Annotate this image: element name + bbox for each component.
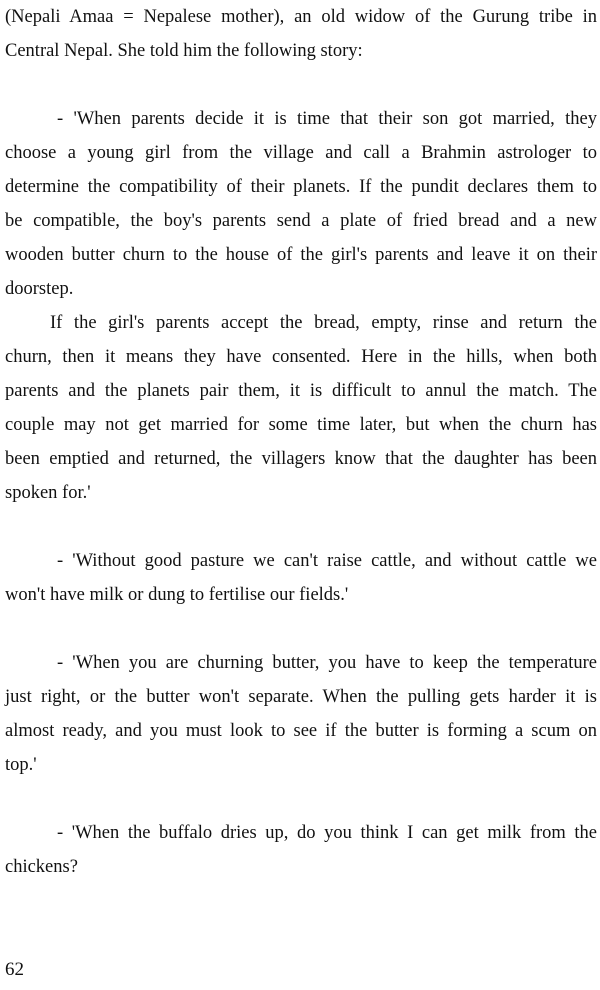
text-line: If the girl's parents accept the bread, empty, rinse and return the xyxy=(50,313,597,333)
text-line: top.' xyxy=(5,755,37,775)
text-line: - 'When the buffalo dries up, do you think I can get milk from the xyxy=(57,823,597,843)
text-line: parents and the planets pair them, it is difficult to annul the match. The xyxy=(5,381,597,401)
quote-paragraph-pasture xyxy=(5,544,597,612)
text-line: churn, then it means they have consented. Here in the hills, when both xyxy=(5,347,597,367)
text-line: almost ready, and you must look to see if the butter is forming a scum on xyxy=(5,721,597,741)
text-line: just right, or the butter won't separate. When the pulling gets harder it is xyxy=(5,687,597,707)
text-line: doorstep. xyxy=(5,279,74,299)
quote-paragraph-marriage xyxy=(5,102,597,306)
text-line: chickens? xyxy=(5,857,78,877)
text-line: spoken for.' xyxy=(5,483,91,503)
text-line: been emptied and returned, the villagers know that the daughter has been xyxy=(5,449,597,469)
text-line: (Nepali Amaa = Nepalese mother), an old widow of the Gurung tribe in xyxy=(5,7,597,27)
paragraph-gap xyxy=(5,782,597,816)
text-line: couple may not get married for some time later, but when the churn has xyxy=(5,415,597,435)
text-line: - 'Without good pasture we can't raise cattle, and without cattle we xyxy=(57,551,597,571)
paragraph-gap xyxy=(5,612,597,646)
text-line: be compatible, the boy's parents send a plate of fried bread and a new xyxy=(5,211,597,231)
text-line: - 'When you are churning butter, you have to keep the temperature xyxy=(57,653,597,673)
paragraph-gap xyxy=(5,68,597,102)
text-line: won't have milk or dung to fertilise our fields.' xyxy=(5,585,349,605)
quote-paragraph-butter xyxy=(5,646,597,782)
page-body xyxy=(5,0,597,884)
page-number: 62 xyxy=(5,959,24,980)
text-line: wooden butter churn to the house of the girl's parents and leave it on their xyxy=(5,245,597,265)
paragraph-churn xyxy=(5,306,597,510)
text-line: - 'When parents decide it is time that their son got married, they xyxy=(57,109,597,129)
paragraph-gap xyxy=(5,510,597,544)
text-line: Central Nepal. She told him the following story: xyxy=(5,41,363,61)
text-line: choose a young girl from the village and call a Brahmin astrologer to xyxy=(5,143,597,163)
text-line: determine the compatibility of their planets. If the pundit declares them to xyxy=(5,177,597,197)
intro-paragraph xyxy=(5,0,597,68)
quote-paragraph-buffalo xyxy=(5,816,597,884)
